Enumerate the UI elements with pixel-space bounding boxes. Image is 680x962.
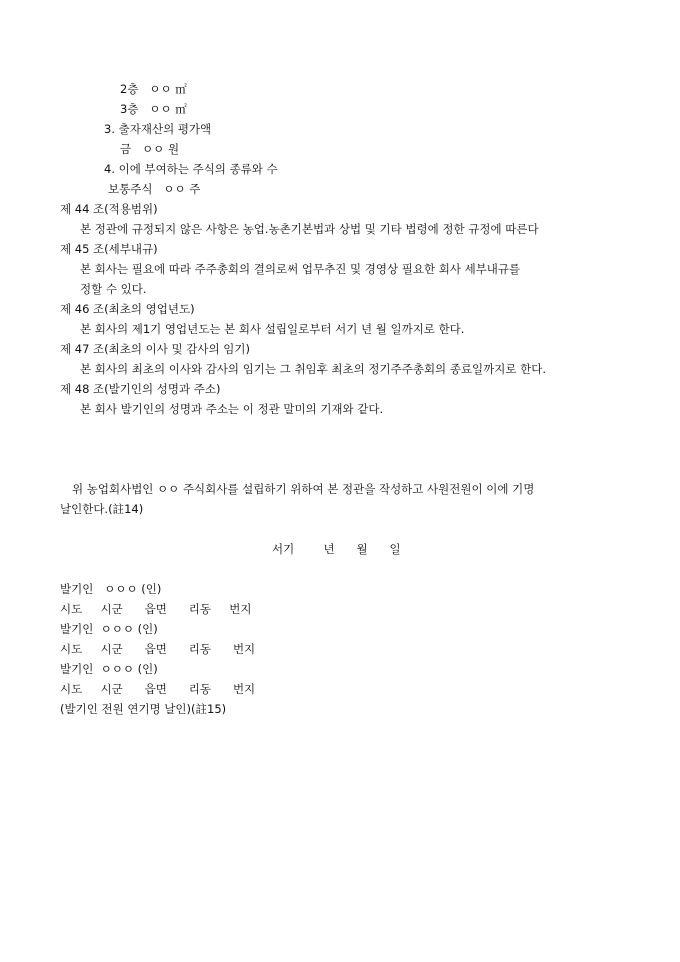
article-48-heading: 제 48 조(발기인의 성명과 주소) — [60, 382, 221, 396]
article-44-heading: 제 44 조(적용범위) — [60, 202, 158, 216]
signatory-1-address: 시도 시군 읍면 리동 번지 — [60, 602, 252, 616]
closing-line-1: 위 농업회사법인 ㅇㅇ 주식회사를 설립하기 위하여 본 정관을 작성하고 사원전원이 이에 기명 — [72, 482, 535, 496]
article-45-body-line1: 본 회사는 필요에 따라 주주총회의 결의로써 업무추진 및 경영상 필요한 회사 세부내규를 — [80, 262, 521, 276]
article-48-body: 본 회사 발기인의 성명과 주소는 이 정관 말미의 기재와 같다. — [80, 402, 384, 416]
article-46-heading: 제 46 조(최초의 영업년도) — [60, 302, 195, 316]
article-45-body-line2: 정할 수 있다. — [80, 282, 147, 296]
signatory-2-name: 발기인 ㅇㅇㅇ (인) — [60, 622, 158, 636]
signatory-3-address: 시도 시군 읍면 리동 번지 — [60, 682, 256, 696]
item-4-value: 보통주식 ㅇㅇ 주 — [108, 182, 201, 196]
signatory-3-name: 발기인 ㅇㅇㅇ (인) — [60, 662, 158, 676]
article-47-body: 본 회사의 최초의 이사와 감사의 임기는 그 취임후 최초의 정기주주총회의 종료일까지로 한다. — [80, 362, 547, 376]
footer-note: (발기인 전원 연기명 날인)(註15) — [60, 702, 227, 716]
date-line: 서기 년 월 일 — [272, 542, 401, 556]
article-45-heading: 제 45 조(세부내규) — [60, 242, 158, 256]
signatory-2-address: 시도 시군 읍면 리동 번지 — [60, 642, 256, 656]
floor-2-line: 2층 ㅇㅇ ㎡ — [120, 82, 187, 96]
floor-3-line: 3층 ㅇㅇ ㎡ — [120, 102, 187, 116]
article-44-body: 본 정관에 규정되지 않은 사항은 농업.농촌기본법과 상법 및 기타 법령에 정한 규정에 따른다 — [80, 222, 539, 236]
item-3-value: 금 ㅇㅇ 원 — [120, 142, 180, 156]
closing-line-2: 날인한다.(註14) — [60, 502, 144, 516]
article-46-body: 본 회사의 제1기 영업년도는 본 회사 설립일로부터 서기 년 월 일까지로 한다. — [80, 322, 465, 336]
signatory-1-name: 발기인 ㅇㅇㅇ (인) — [60, 582, 162, 596]
item-4-title: 4. 이에 부여하는 주식의 종류와 수 — [104, 162, 278, 176]
item-3-title: 3. 출자재산의 평가액 — [104, 122, 212, 136]
article-47-heading: 제 47 조(최초의 이사 및 감사의 임기) — [60, 342, 250, 356]
